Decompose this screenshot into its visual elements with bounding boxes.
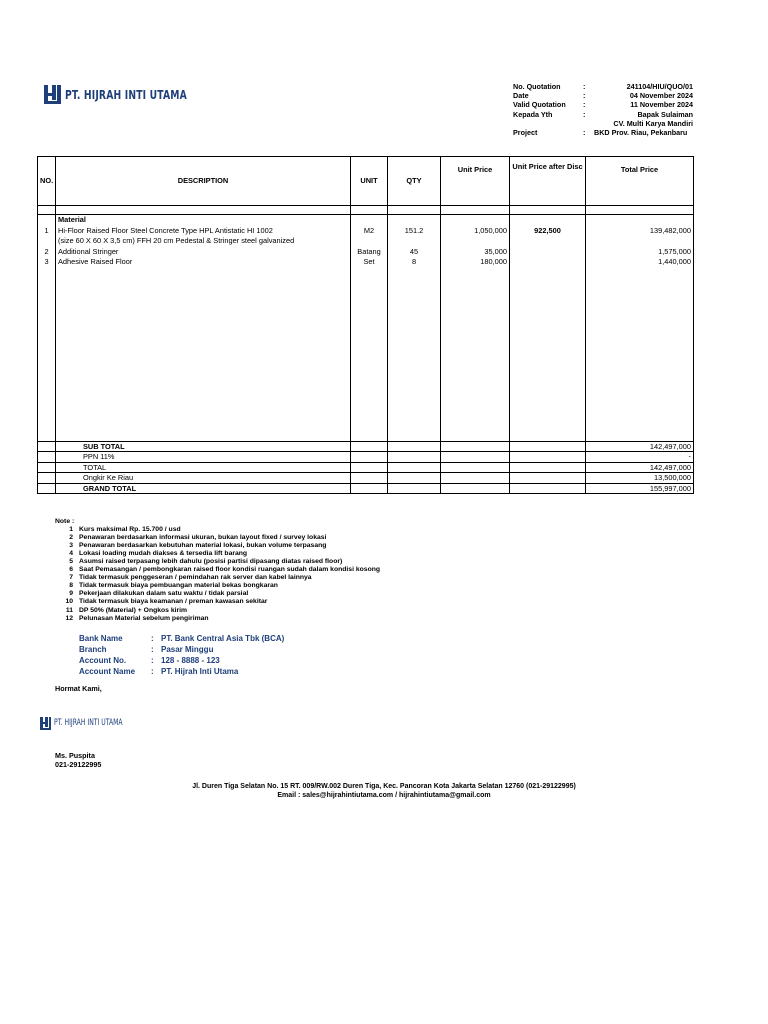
- notes-section: [55, 518, 380, 623]
- note-number: 1: [69, 526, 73, 534]
- summary-value: 142,497,000: [586, 462, 694, 473]
- header-unit-price: Unit Price: [441, 157, 510, 206]
- note-item: [55, 574, 380, 582]
- summary-label: GRAND TOTAL: [56, 483, 351, 494]
- summary-value: 142,497,000: [586, 441, 694, 452]
- item-no: 1: [38, 226, 56, 247]
- signer-name: Ms. Puspita: [55, 751, 95, 760]
- header-description: DESCRIPTION: [56, 157, 351, 206]
- company-name: PT. HIJRAH INTI UTAMA: [65, 86, 187, 102]
- quotation-label: No. Quotation: [513, 82, 561, 91]
- bank-value: Pasar Minggu: [161, 645, 214, 654]
- header-total-price: Total Price: [586, 157, 694, 206]
- header-qty: QTY: [388, 157, 441, 206]
- quotation-row: Valid Quotation : 11 November 2024: [513, 100, 693, 110]
- table-filler-row: [38, 268, 694, 442]
- note-number: 10: [65, 598, 73, 606]
- note-text: Tidak termasuk biaya keamanan / preman kawasan sekitar: [79, 598, 268, 606]
- company-logo-icon: [40, 717, 51, 730]
- note-number: 9: [69, 590, 73, 598]
- note-number: 5: [69, 558, 73, 566]
- note-number: 11: [65, 606, 73, 614]
- quotation-row: Project : BKD Prov. Riau, Pekanbaru: [513, 127, 688, 137]
- item-description-line: Hi-Floor Raised Floor Steel Concrete Type HPL Antistatic HI 1002: [58, 225, 273, 235]
- item-description: [56, 226, 351, 247]
- table-row: [38, 247, 694, 258]
- summary-row: [38, 483, 694, 494]
- item-unit-price-after-disc: [510, 257, 586, 268]
- item-no: 2: [38, 247, 56, 258]
- table-row: [38, 257, 694, 268]
- quotation-label: Date: [513, 91, 529, 101]
- quotation-value: BKD Prov. Riau, Pekanbaru: [594, 127, 688, 137]
- item-qty: 8: [388, 257, 441, 268]
- quotation-row: [513, 119, 693, 128]
- item-description: Adhesive Raised Floor: [56, 257, 351, 268]
- quotation-label: Project: [513, 127, 538, 137]
- note-item: [55, 566, 380, 574]
- note-text: DP 50% (Material) + Ongkos kirim: [79, 606, 188, 614]
- note-number: 3: [69, 542, 73, 550]
- bank-info: [79, 633, 284, 677]
- summary-label: SUB TOTAL: [56, 441, 351, 452]
- item-unit-price-after-disc: [510, 247, 586, 258]
- bank-value: PT. Hijrah Inti Utama: [161, 667, 239, 676]
- item-qty: 151.2: [388, 226, 441, 247]
- note-text: Pelunasan Material sebelum pengiriman: [79, 614, 209, 622]
- table-header-row: [38, 157, 694, 206]
- note-number: 2: [69, 534, 73, 542]
- summary-row: [38, 473, 694, 484]
- note-text: Saat Pemasangan / pembongkaran raised floor kondisi ruangan sudah dalam kondisi kosong: [79, 566, 381, 574]
- note-item: [55, 582, 380, 590]
- quotation-value: CV. Multi Karya Mandiri: [613, 118, 693, 128]
- note-number: 7: [69, 574, 73, 582]
- summary-value: 13,500,000: [586, 473, 694, 484]
- note-text: Lokasi loading mudah diakses & tersedia lift barang: [79, 550, 248, 558]
- item-unit-price: 180,000: [441, 257, 510, 268]
- note-text: Tidak termasuk penggeseran / pemindahan rak server dan kabel lainnya: [79, 574, 312, 582]
- notes-title: Note :: [55, 518, 75, 525]
- item-unit-price: 35,000: [441, 247, 510, 258]
- item-description-line: (size 60 X 60 X 3,5 cm) FFH 20 cm Pedestal & Stringer steel galvanized: [58, 236, 295, 245]
- note-item: [55, 558, 380, 566]
- quotation-row: No. Quotation : 241104/HIU/QUO/01: [513, 82, 693, 91]
- bank-label: Branch: [79, 645, 107, 654]
- signer: [55, 751, 101, 769]
- signature-logo: [40, 716, 140, 730]
- summary-label: TOTAL: [56, 462, 351, 473]
- bank-value: PT. Bank Central Asia Tbk (BCA): [161, 634, 285, 643]
- footer-address: Jl. Duren Tiga Selatan No. 15 RT. 009/RW.002 Duren Tiga, Kec. Pancoran Kota Jakarta Selatan 12760 (021-29122995): [192, 783, 576, 790]
- quotation-value: 241104/HIU/QUO/01: [626, 82, 693, 91]
- bank-row: Account No. : 128 - 8888 - 123: [79, 656, 220, 665]
- note-item: [55, 526, 380, 534]
- bank-row: Account Name : PT. Hijrah Inti Utama: [79, 667, 239, 676]
- note-item: [55, 615, 380, 623]
- signer-phone: 021-29122995: [55, 760, 102, 770]
- item-description: Additional Stringer: [56, 247, 351, 258]
- item-total-price: 139,482,000: [586, 226, 694, 247]
- note-number: 4: [69, 550, 73, 558]
- quotation-label: Kepada Yth: [513, 109, 553, 119]
- footer: [0, 783, 768, 800]
- bank-value: 128 - 8888 - 123: [161, 656, 220, 665]
- closing-text: Hormat Kami,: [55, 684, 102, 693]
- note-item: [55, 542, 380, 550]
- section-label: Material: [56, 215, 351, 226]
- bank-label: Bank Name: [79, 634, 123, 643]
- item-no: 3: [38, 257, 56, 268]
- quotation-label: Valid Quotation: [513, 100, 566, 110]
- header-unit: UNIT: [351, 157, 388, 206]
- note-text: Kurs maksimal Rp. 15.700 / usd: [79, 526, 181, 534]
- item-qty: 45: [388, 247, 441, 258]
- summary-row: [38, 441, 694, 452]
- note-number: 12: [65, 614, 73, 622]
- note-item: [55, 607, 380, 615]
- summary-row: [38, 452, 694, 463]
- note-item: [55, 598, 380, 606]
- item-unit-price: 1,050,000: [441, 226, 510, 247]
- item-total-price: 1,575,000: [586, 247, 694, 258]
- note-text: Pekerjaan dilakukan dalam satu waktu / tidak parsial: [79, 590, 249, 598]
- table-row: [38, 226, 694, 247]
- bank-row: Bank Name : PT. Bank Central Asia Tbk (BCA): [79, 634, 285, 643]
- bank-label: Account No.: [79, 656, 127, 665]
- header-unit-price-after-disc: Unit Price after Disc: [510, 157, 586, 206]
- quotation-value: 11 November 2024: [630, 100, 693, 110]
- bank-row: Branch : Pasar Minggu: [79, 645, 214, 654]
- summary-row: [38, 462, 694, 473]
- item-unit: Batang: [351, 247, 388, 258]
- summary-label: PPN 11%: [56, 452, 351, 463]
- quotation-row: Date : 04 November 2024: [513, 91, 693, 101]
- note-text: Tidak termasuk biaya pembuangan material bekas bongkaran: [79, 582, 278, 590]
- note-number: 6: [69, 566, 73, 574]
- note-item: [55, 534, 380, 542]
- note-item: [55, 550, 380, 558]
- company-logo: [44, 84, 214, 104]
- summary-label: Ongkir Ke Riau: [56, 473, 351, 484]
- table-spacer-row: [38, 206, 694, 215]
- items-table: [37, 156, 694, 494]
- note-text: Penawaran berdasarkan informasi ukuran, bukan layout fixed / survey lokasi: [79, 534, 327, 542]
- header-no: NO.: [38, 157, 56, 206]
- signature-company-name: PT. HIJRAH INTI UTAMA: [54, 718, 123, 728]
- note-text: Asumsi raised terpasang lebih dahulu (posisi partisi dipasang diatas raised floor): [79, 558, 343, 566]
- item-unit: M2: [351, 226, 388, 247]
- quotation-info: [513, 82, 693, 137]
- item-unit-price-after-disc: 922,500: [510, 226, 586, 247]
- summary-value: -: [586, 452, 694, 463]
- quotation-value: Bapak Sulaiman: [637, 109, 693, 119]
- quotation-row: Kepada Yth : Bapak Sulaiman: [513, 109, 693, 119]
- bank-label: Account Name: [79, 667, 136, 676]
- item-total-price: 1,440,000: [586, 257, 694, 268]
- item-unit: Set: [351, 257, 388, 268]
- note-text: Penawaran berdasarkan kebutuhan material lokasi, bukan volume terpasang: [79, 542, 327, 550]
- quotation-value: 04 November 2024: [629, 91, 693, 101]
- table-section-row: [38, 215, 694, 226]
- footer-email: Email : sales@hijrahintiutama.com / hijrahintiutama@gmail.com: [277, 791, 491, 799]
- note-number: 8: [69, 582, 73, 590]
- note-item: [55, 590, 380, 598]
- company-logo-icon: [44, 85, 61, 104]
- summary-value: 155,997,000: [586, 483, 694, 494]
